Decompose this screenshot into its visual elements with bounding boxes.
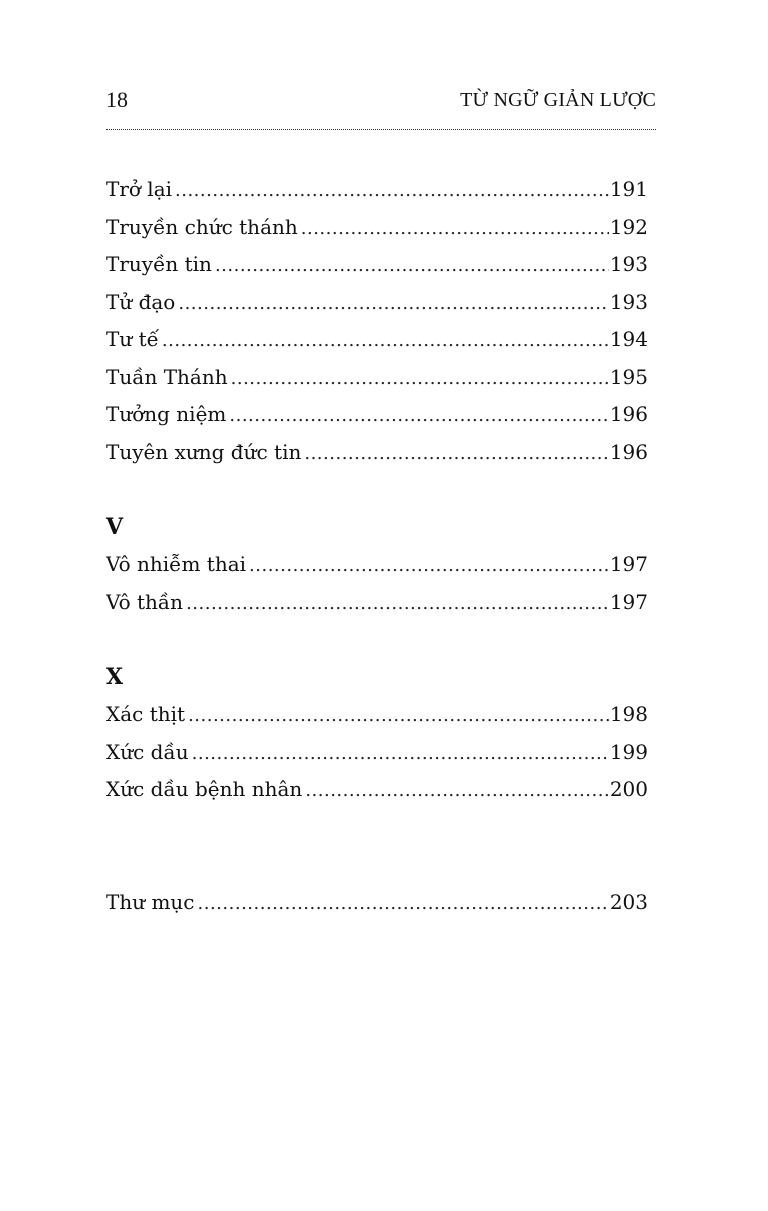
toc-entry-page: 203	[609, 890, 648, 914]
toc-entry-term: Truyền tin	[106, 252, 212, 276]
toc-entry-page: 194	[609, 327, 648, 351]
toc-entry-leader	[186, 589, 609, 617]
toc-entry-leader	[305, 776, 609, 804]
toc-entry-leader	[231, 364, 609, 392]
section-heading-v: V	[106, 514, 124, 540]
toc-entry	[106, 324, 648, 354]
toc-entry	[106, 737, 648, 767]
page-number: 18	[106, 87, 128, 112]
toc-entry-term: Thư mục	[106, 890, 195, 914]
toc-entry-page: 191	[609, 177, 648, 201]
header-dotted-rule	[106, 129, 656, 130]
toc-entry	[106, 174, 648, 204]
toc-entry	[106, 549, 648, 579]
toc-entry-term: Vô nhiễm thai	[106, 552, 247, 576]
toc-entry-page: 197	[609, 552, 648, 576]
toc-entry-page: 198	[609, 702, 648, 726]
toc-entry-leader	[178, 289, 608, 317]
toc-entry-page: 200	[609, 777, 648, 801]
toc-entry-term: Tưởng niệm	[106, 402, 227, 426]
toc-entry-term: Tuần Thánh	[106, 365, 228, 389]
toc-entry	[106, 774, 648, 804]
toc-entry	[106, 587, 648, 617]
toc-entry-page: 195	[609, 365, 648, 389]
toc-entry-page: 197	[609, 590, 648, 614]
toc-entry-leader	[301, 214, 609, 242]
toc-entry-leader	[188, 701, 609, 729]
toc-entry-term: Xác thịt	[106, 702, 186, 726]
toc-entry-term: Xức dầu bệnh nhân	[106, 777, 303, 801]
toc-entry	[106, 287, 648, 317]
toc-entry-page: 193	[609, 252, 648, 276]
toc-entry-term: Vô thần	[106, 590, 184, 614]
toc-entry-term: Tử đạo	[106, 290, 176, 314]
page-header	[106, 86, 656, 114]
toc-entry-leader	[192, 739, 609, 767]
running-title: TỪ NGỮ GIẢN LƯỢC	[460, 89, 656, 111]
toc-entry-leader	[215, 251, 609, 279]
toc-entry-page: 193	[609, 290, 648, 314]
toc-entry	[106, 362, 648, 392]
toc-entry-leader	[249, 551, 609, 579]
toc-entry-leader	[162, 326, 609, 354]
toc-entry-term: Truyền chức thánh	[106, 215, 298, 239]
toc-entry-term: Trở lại	[106, 177, 173, 201]
toc-entry-page: 192	[609, 215, 648, 239]
toc-entry-page: 199	[609, 740, 648, 764]
toc-entry-page: 196	[609, 402, 648, 426]
toc-entry-page: 196	[609, 440, 648, 464]
toc-entry-term: Xức dầu	[106, 740, 189, 764]
toc-entry-term: Tuyên xưng đức tin	[106, 440, 302, 464]
section-heading-x: X	[106, 664, 124, 690]
toc-entry-leader	[175, 176, 609, 204]
toc-entry-leader	[198, 889, 609, 917]
toc-entry	[106, 437, 648, 467]
toc-entry-leader	[229, 401, 608, 429]
toc-entry	[106, 699, 648, 729]
toc-entry-bibliography	[106, 887, 648, 917]
toc-entry-term: Tư tế	[106, 327, 159, 351]
toc-entry	[106, 212, 648, 242]
toc-entry-leader	[304, 439, 608, 467]
toc-entry	[106, 249, 648, 279]
toc-entry	[106, 399, 648, 429]
